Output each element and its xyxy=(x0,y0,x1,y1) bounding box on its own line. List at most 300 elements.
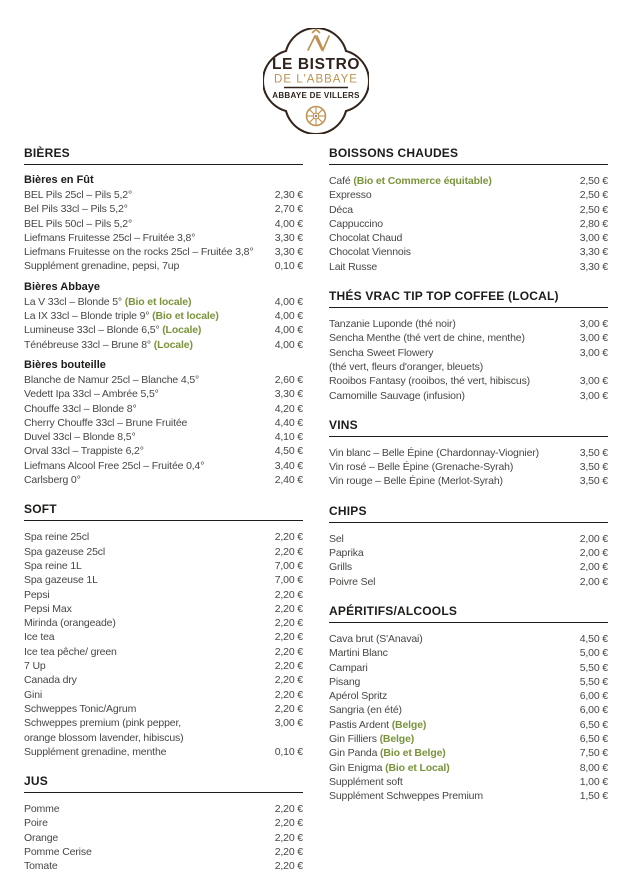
item-name: Cava brut (S'Anavai) xyxy=(329,632,423,645)
item-price: 3,00 € xyxy=(579,332,608,345)
menu-section xyxy=(24,502,303,759)
item-label xyxy=(24,188,269,202)
menu-item xyxy=(24,473,303,487)
item-name: Supplément grenadine, menthe xyxy=(24,745,167,758)
menu-item xyxy=(24,673,303,687)
item-label xyxy=(329,703,574,717)
menu-group xyxy=(329,174,608,274)
item-label xyxy=(24,373,269,387)
item-label xyxy=(24,217,269,231)
item-label xyxy=(329,174,574,188)
item-name: Expresso xyxy=(329,189,372,202)
menu-group xyxy=(24,530,303,759)
item-price: 2,00 € xyxy=(579,547,608,560)
menu-item xyxy=(24,530,303,544)
menu-item xyxy=(24,802,303,816)
item-label xyxy=(329,775,574,789)
item-name: BEL Pils 50cl – Pils 5,2° xyxy=(24,217,133,230)
item-price: 2,20 € xyxy=(274,617,303,630)
item-name: Canada dry xyxy=(24,674,77,687)
item-label xyxy=(329,532,574,546)
item-price: 0,10 € xyxy=(274,260,303,273)
item-name: Sel xyxy=(329,532,344,545)
item-price: 2,20 € xyxy=(274,588,303,601)
menu-item xyxy=(24,616,303,630)
menu-item xyxy=(24,323,303,337)
menu-item xyxy=(24,845,303,859)
item-label xyxy=(24,802,269,816)
menu-item xyxy=(24,202,303,216)
menu-item xyxy=(24,217,303,231)
item-label xyxy=(24,444,269,458)
item-label xyxy=(329,374,574,388)
item-name: Chocolat Viennois xyxy=(329,246,411,259)
item-name: Ténébreuse 33cl – Brune 8° xyxy=(24,338,154,351)
item-name: Pastis Ardent xyxy=(329,718,392,731)
item-name: Apérol Spritz xyxy=(329,690,388,703)
item-tag-green: (Bio et Belge) xyxy=(380,747,446,760)
item-price: 2,50 € xyxy=(579,203,608,216)
menu-group xyxy=(24,281,303,352)
menu-group xyxy=(24,802,303,873)
item-name: Liefmans Fruitesse on the rocks 25cl – Fruitée 3,8° xyxy=(24,246,254,259)
item-price: 4,00 € xyxy=(274,310,303,323)
item-name: Poire xyxy=(24,817,48,830)
menu-item xyxy=(329,389,608,403)
item-label xyxy=(24,323,269,337)
group-subtitle: Bières Abbaye xyxy=(24,280,101,293)
group-subtitle: Bières bouteille xyxy=(24,358,106,371)
item-label xyxy=(24,259,269,273)
item-label xyxy=(24,645,269,659)
item-price: 3,30 € xyxy=(579,260,608,273)
menu-group xyxy=(329,532,608,589)
item-name: Pisang xyxy=(329,675,361,688)
item-name: Cappuccino xyxy=(329,217,383,230)
item-price: 2,20 € xyxy=(274,803,303,816)
item-label xyxy=(329,474,574,488)
menu-item xyxy=(329,474,608,488)
item-label xyxy=(24,716,269,745)
item-name: 7 Up xyxy=(24,660,46,673)
item-name: Sencha Menthe (thé vert de chine, menthe) xyxy=(329,332,525,345)
section-title: SOFT xyxy=(24,502,303,521)
menu-item xyxy=(24,559,303,573)
item-name: Vin blanc – Belle Épine (Chardonnay-Viognier) xyxy=(329,446,539,459)
section-title: BIÈRES xyxy=(24,146,303,165)
item-tag-green: (Bio et locale) xyxy=(152,310,219,323)
item-label xyxy=(24,231,269,245)
item-label xyxy=(329,446,574,460)
menu-section xyxy=(24,774,303,873)
item-label xyxy=(329,675,574,689)
item-tag-green: (Bio et locale) xyxy=(124,295,192,308)
menu-section xyxy=(329,418,608,489)
item-price: 7,00 € xyxy=(274,574,303,587)
item-label xyxy=(24,573,269,587)
item-price: 3,40 € xyxy=(274,459,303,472)
item-price: 3,50 € xyxy=(579,461,608,474)
item-price: 2,20 € xyxy=(274,845,303,858)
menu-item xyxy=(24,630,303,644)
item-name: Pepsi Max xyxy=(24,602,72,615)
item-name: Blanche de Namur 25cl – Blanche 4,5° xyxy=(24,373,200,386)
item-name: Ice tea pêche/ green xyxy=(24,645,117,658)
item-price: 2,00 € xyxy=(579,561,608,574)
item-label xyxy=(329,231,574,245)
item-label xyxy=(329,245,574,259)
logo xyxy=(0,28,632,134)
item-label xyxy=(24,602,269,616)
item-label xyxy=(24,459,269,473)
item-name-line2: orange blossom lavender, hibiscus) xyxy=(24,731,184,744)
item-price: 3,00 € xyxy=(579,346,608,359)
item-price: 2,70 € xyxy=(274,203,303,216)
item-label xyxy=(329,789,574,803)
item-name: Martini Blanc xyxy=(329,647,388,660)
item-label xyxy=(24,309,269,323)
menu-body xyxy=(24,146,608,874)
item-label xyxy=(24,630,269,644)
menu-item xyxy=(329,775,608,789)
menu-section xyxy=(329,604,608,804)
item-label xyxy=(329,761,574,775)
item-label xyxy=(24,673,269,687)
item-label xyxy=(329,203,574,217)
item-name: Vedett Ipa 33cl – Ambrée 5,5° xyxy=(24,388,159,401)
item-label xyxy=(329,217,574,231)
menu-item xyxy=(329,374,608,388)
item-price: 2,00 € xyxy=(579,532,608,545)
item-name: La V 33cl – Blonde 5° xyxy=(24,295,125,308)
item-price: 2,20 € xyxy=(274,660,303,673)
item-price: 2,20 € xyxy=(274,860,303,873)
wheel-icon xyxy=(307,107,326,126)
menu-item xyxy=(24,444,303,458)
menu-column-right xyxy=(329,146,608,874)
item-label xyxy=(24,530,269,544)
menu-item xyxy=(24,716,303,745)
item-price: 6,50 € xyxy=(579,733,608,746)
item-price: 2,00 € xyxy=(579,575,608,588)
item-name: Schweppes Tonic/Agrum xyxy=(24,702,137,715)
item-price: 1,00 € xyxy=(579,775,608,788)
item-name: Gin Filliers xyxy=(329,733,380,746)
item-price: 5,50 € xyxy=(579,675,608,688)
menu-item xyxy=(329,718,608,732)
item-name: Orval 33cl – Trappiste 6,2° xyxy=(24,445,144,458)
item-label xyxy=(329,632,574,646)
menu-item xyxy=(24,387,303,401)
item-price: 2,20 € xyxy=(274,531,303,544)
item-name: Campari xyxy=(329,661,368,674)
menu-item xyxy=(24,702,303,716)
item-name: Vin rouge – Belle Épine (Merlot-Syrah) xyxy=(329,475,503,488)
item-name: Paprika xyxy=(329,547,364,560)
menu-item xyxy=(329,174,608,188)
menu-item xyxy=(329,732,608,746)
item-label xyxy=(329,317,574,331)
menu-item xyxy=(329,203,608,217)
item-name: Déca xyxy=(329,203,353,216)
item-price: 2,20 € xyxy=(274,631,303,644)
item-price: 2,80 € xyxy=(579,217,608,230)
menu-group xyxy=(24,174,303,274)
menu-item xyxy=(329,575,608,589)
group-subtitle: Bières en Fût xyxy=(24,174,94,186)
item-name: Gin Panda xyxy=(329,747,381,760)
item-name: Grills xyxy=(329,561,353,574)
menu-item xyxy=(329,661,608,675)
item-name-line2: (thé vert, fleurs d'oranger, bleuets) xyxy=(329,360,484,373)
item-price: 3,50 € xyxy=(579,475,608,488)
item-label xyxy=(24,859,269,873)
item-label xyxy=(329,718,574,732)
item-label xyxy=(24,416,269,430)
menu-item xyxy=(24,430,303,444)
item-name: Orange xyxy=(24,831,59,844)
menu-item xyxy=(24,573,303,587)
item-name: Bel Pils 33cl – Pils 5,2° xyxy=(24,203,128,216)
menu-item xyxy=(329,675,608,689)
item-label xyxy=(329,188,574,202)
item-label xyxy=(24,387,269,401)
item-name: Café xyxy=(329,175,354,187)
item-name: Schweppes premium (pink pepper, xyxy=(24,717,182,730)
item-price: 4,10 € xyxy=(274,431,303,444)
item-price: 2,60 € xyxy=(274,373,303,386)
item-price: 2,50 € xyxy=(579,189,608,202)
item-name: Poivre Sel xyxy=(329,575,376,588)
menu-item xyxy=(329,789,608,803)
item-name: Pepsi xyxy=(24,588,50,601)
item-label xyxy=(24,845,269,859)
item-name: Tanzanie Luponde (thé noir) xyxy=(329,318,456,331)
item-label xyxy=(329,575,574,589)
item-price: 3,30 € xyxy=(579,246,608,259)
menu-item xyxy=(329,331,608,345)
item-name: BEL Pils 25cl – Pils 5,2° xyxy=(24,189,133,201)
item-name: Gini xyxy=(24,688,43,701)
logo-tagline: ABBAYE DE VILLERS xyxy=(272,91,360,100)
item-label xyxy=(24,295,269,309)
item-name: Spa gazeuse 25cl xyxy=(24,545,106,558)
logo-title: LE BISTRO xyxy=(271,56,361,73)
section-title: THÉS VRAC TIP TOP COFFEE (LOCAL) xyxy=(329,289,608,308)
item-name: Cherry Chouffe 33cl – Brune Fruitée xyxy=(24,416,188,429)
item-price: 4,20 € xyxy=(274,402,303,415)
menu-section xyxy=(329,289,608,403)
section-title: JUS xyxy=(24,774,303,793)
menu-item xyxy=(329,646,608,660)
item-price: 3,30 € xyxy=(274,246,303,259)
item-tag-green: (Locale) xyxy=(153,338,193,351)
menu-item xyxy=(329,346,608,375)
section-title: APÉRITIFS/ALCOOLS xyxy=(329,604,608,623)
item-name: Sencha Sweet Flowery xyxy=(329,346,434,359)
menu-item xyxy=(24,338,303,352)
menu-item xyxy=(24,416,303,430)
menu-item xyxy=(329,245,608,259)
menu-group xyxy=(329,317,608,403)
item-tag-green: (Bio et Local) xyxy=(385,761,450,774)
logo-subtitle: DE L'ABBAYE xyxy=(274,73,358,86)
section-title: CHIPS xyxy=(329,504,608,523)
item-price: 2,30 € xyxy=(274,189,303,201)
item-label xyxy=(329,661,574,675)
item-price: 2,20 € xyxy=(274,817,303,830)
item-tag-green: (Locale) xyxy=(162,324,202,337)
item-price: 3,50 € xyxy=(579,446,608,459)
item-label xyxy=(329,389,574,403)
item-label xyxy=(329,331,574,345)
menu-item xyxy=(329,703,608,717)
item-tag-green: (Belge) xyxy=(379,733,415,746)
item-label xyxy=(329,346,574,375)
menu-item xyxy=(329,632,608,646)
item-label xyxy=(24,202,269,216)
item-price: 4,00 € xyxy=(274,324,303,337)
menu-item xyxy=(329,188,608,202)
item-price: 3,30 € xyxy=(274,231,303,244)
menu-item xyxy=(24,602,303,616)
item-price: 4,00 € xyxy=(274,338,303,351)
menu-item xyxy=(24,231,303,245)
item-price: 4,50 € xyxy=(579,632,608,645)
item-name: Lumineuse 33cl – Blonde 6,5° xyxy=(24,324,163,337)
item-label xyxy=(24,816,269,830)
item-name: Vin rosé – Belle Épine (Grenache-Syrah) xyxy=(329,461,514,474)
item-label xyxy=(329,732,574,746)
menu-item xyxy=(329,460,608,474)
menu-item xyxy=(329,217,608,231)
item-price: 3,00 € xyxy=(579,232,608,245)
menu-group xyxy=(329,632,608,804)
item-price: 6,00 € xyxy=(579,690,608,703)
item-tag-green: (Bio et Commerce équitable) xyxy=(353,175,492,187)
menu-item xyxy=(24,859,303,873)
item-name: Liefmans Alcool Free 25cl – Fruitée 0,4° xyxy=(24,459,205,472)
item-label xyxy=(24,588,269,602)
item-label xyxy=(329,546,574,560)
menu-item xyxy=(329,761,608,775)
item-name: Rooibos Fantasy (rooibos, thé vert, hibiscus) xyxy=(329,375,531,388)
menu-item xyxy=(24,245,303,259)
item-price: 2,20 € xyxy=(274,702,303,715)
menu-item xyxy=(24,373,303,387)
item-label xyxy=(329,560,574,574)
item-label xyxy=(329,746,574,760)
item-price: 7,50 € xyxy=(579,747,608,760)
item-label xyxy=(24,402,269,416)
menu-item xyxy=(24,188,303,202)
item-label xyxy=(24,745,269,759)
item-name: Supplément soft xyxy=(329,775,403,788)
item-price: 4,00 € xyxy=(274,295,303,308)
menu-group xyxy=(24,359,303,487)
item-name: Liefmans Fruitesse 25cl – Fruitée 3,8° xyxy=(24,231,196,244)
item-price: 5,00 € xyxy=(579,647,608,660)
item-name: Sangria (en été) xyxy=(329,704,402,717)
menu-item xyxy=(24,831,303,845)
menu-item xyxy=(24,816,303,830)
menu-item xyxy=(329,689,608,703)
item-price: 3,00 € xyxy=(579,389,608,402)
item-price: 3,00 € xyxy=(579,375,608,388)
item-label xyxy=(24,545,269,559)
item-label xyxy=(24,616,269,630)
item-name: Carlsberg 0° xyxy=(24,474,81,487)
item-name: Lait Russe xyxy=(329,260,378,273)
item-tag-green: (Belge) xyxy=(391,718,427,731)
item-name: Tomate xyxy=(24,860,58,873)
item-price: 2,20 € xyxy=(274,645,303,658)
item-label xyxy=(329,260,574,274)
item-label xyxy=(24,659,269,673)
item-label xyxy=(24,430,269,444)
menu-item xyxy=(329,746,608,760)
section-title: VINS xyxy=(329,418,608,437)
item-label xyxy=(24,702,269,716)
menu-column-left xyxy=(24,146,303,874)
item-name: Supplément Schweppes Premium xyxy=(329,790,483,803)
item-price: 2,20 € xyxy=(274,674,303,687)
item-price: 5,50 € xyxy=(579,661,608,674)
item-price: 7,00 € xyxy=(274,559,303,572)
menu-item xyxy=(24,309,303,323)
item-price: 0,10 € xyxy=(274,745,303,758)
item-price: 2,40 € xyxy=(274,474,303,487)
menu-item xyxy=(24,659,303,673)
menu-item xyxy=(329,532,608,546)
item-label xyxy=(329,646,574,660)
menu-section xyxy=(329,146,608,274)
menu-item xyxy=(24,588,303,602)
item-name: Pomme Cerise xyxy=(24,845,92,858)
item-label xyxy=(24,559,269,573)
item-price: 2,50 € xyxy=(579,175,608,187)
item-label xyxy=(24,245,269,259)
item-label xyxy=(329,689,574,703)
menu-item xyxy=(329,231,608,245)
item-name: Spa gazeuse 1L xyxy=(24,574,98,587)
item-price: 6,50 € xyxy=(579,718,608,731)
menu-item xyxy=(24,402,303,416)
menu-item xyxy=(24,295,303,309)
menu-item xyxy=(24,688,303,702)
menu-item xyxy=(329,317,608,331)
item-label xyxy=(329,460,574,474)
item-price: 2,20 € xyxy=(274,545,303,558)
item-name: Duvel 33cl – Blonde 8,5° xyxy=(24,431,136,444)
item-label xyxy=(24,831,269,845)
menu-group xyxy=(329,446,608,489)
item-price: 1,50 € xyxy=(579,790,608,803)
item-name: Spa reine 1L xyxy=(24,559,82,572)
menu-item xyxy=(24,745,303,759)
item-price: 2,20 € xyxy=(274,831,303,844)
menu-item xyxy=(329,546,608,560)
menu-item xyxy=(24,259,303,273)
item-name: Mirinda (orangeade) xyxy=(24,617,116,630)
item-price: 3,00 € xyxy=(274,717,303,730)
menu-item xyxy=(329,560,608,574)
bistro-logo xyxy=(263,28,369,134)
item-name: Spa reine 25cl xyxy=(24,531,90,544)
menu-item xyxy=(24,545,303,559)
item-price: 8,00 € xyxy=(579,761,608,774)
item-price: 2,20 € xyxy=(274,602,303,615)
